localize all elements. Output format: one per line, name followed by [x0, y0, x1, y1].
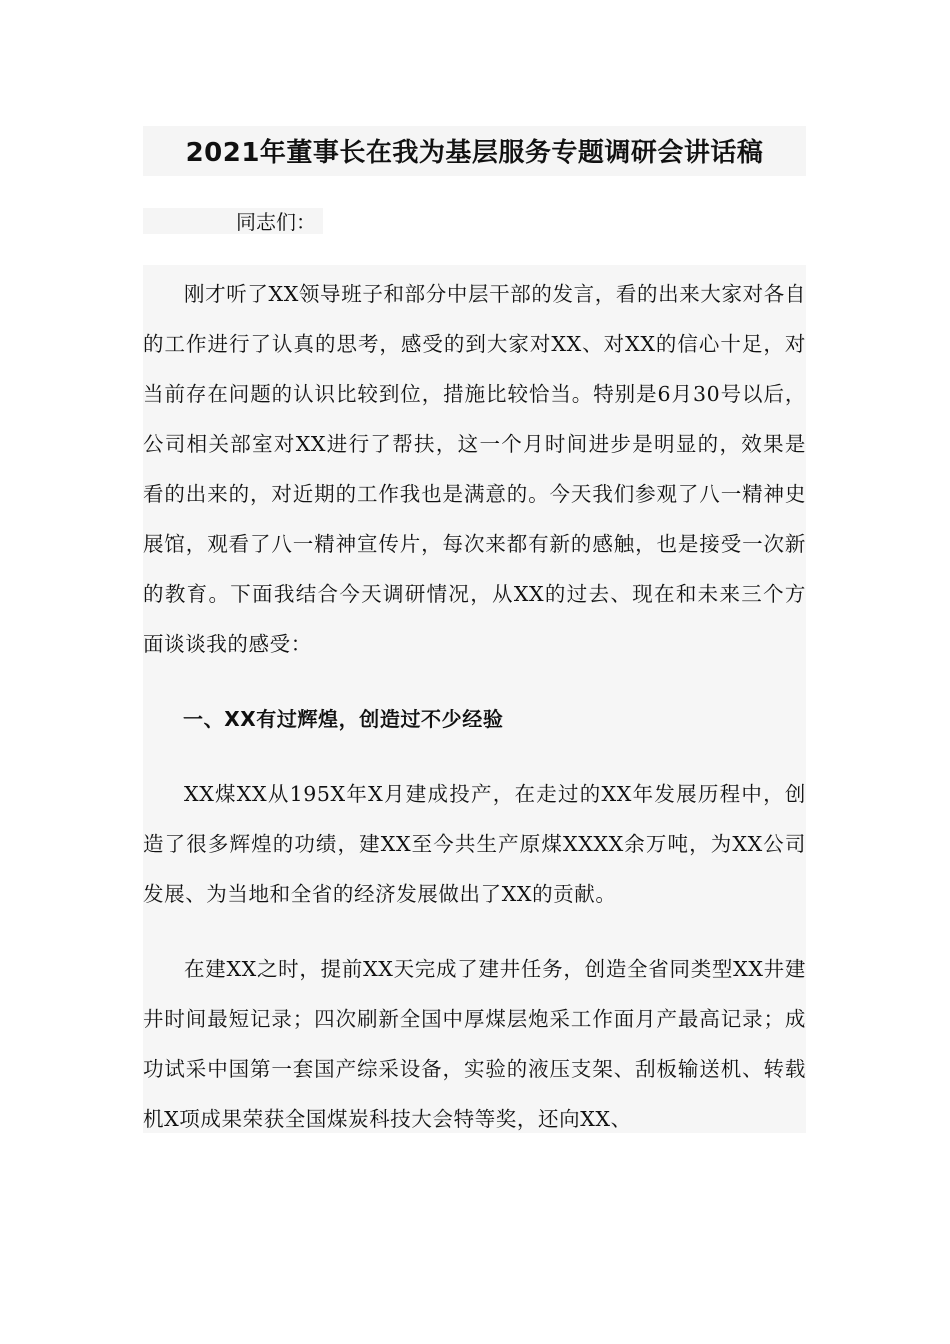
- paragraph-spacer: [143, 919, 806, 944]
- document-title: 2021年董事长在我为基层服务专题调研会讲话稿: [185, 138, 764, 168]
- document-body: [143, 269, 806, 1144]
- greeting: 同志们：: [236, 210, 316, 234]
- paragraph-intro: 刚才听了XX领导班子和部分中层干部的发言，看的出来大家对各自的工作进行了认真的思考，感受的到大家对XX、对XX的信心十足，对当前存在问题的认识比较到位，措施比较恰当。特别是6月30号以后，公司相关部室对XX进行了帮扶，这一个月时间进步是明显的，效果是看的出来的，对近期的工作我也是满意的。今天我们参观了八一精神史展馆，观看了八一精神宣传片，每次来都有新的感触，也是接受一次新的教育。下面我结合今天调研情况，从XX的过去、现在和未来三个方面谈谈我的感受：: [143, 282, 806, 656]
- paragraph-history: XX煤XX从195X年X月建成投产，在走过的XX年发展历程中，创造了很多辉煌的功绩，建XX至今共生产原煤XXXX余万吨，为XX公司发展、为当地和全省的经济发展做出了XX的贡献。: [143, 782, 806, 906]
- paragraph-achievements: 在建XX之时，提前XX天完成了建井任务，创造全省同类型XX井建井时间最短记录；四次刷新全国中厚煤层炮采工作面月产最高记录；成功试采中国第一套国产综采设备，实验的液压支架、刮板输送机、转载机X项成果荣获全国煤炭科技大会特等奖，还向XX、: [143, 957, 806, 1131]
- paragraph-spacer: [143, 669, 806, 694]
- section-heading: 一、XX有过辉煌，创造过不少经验: [183, 707, 504, 731]
- paragraph-spacer: [143, 744, 806, 769]
